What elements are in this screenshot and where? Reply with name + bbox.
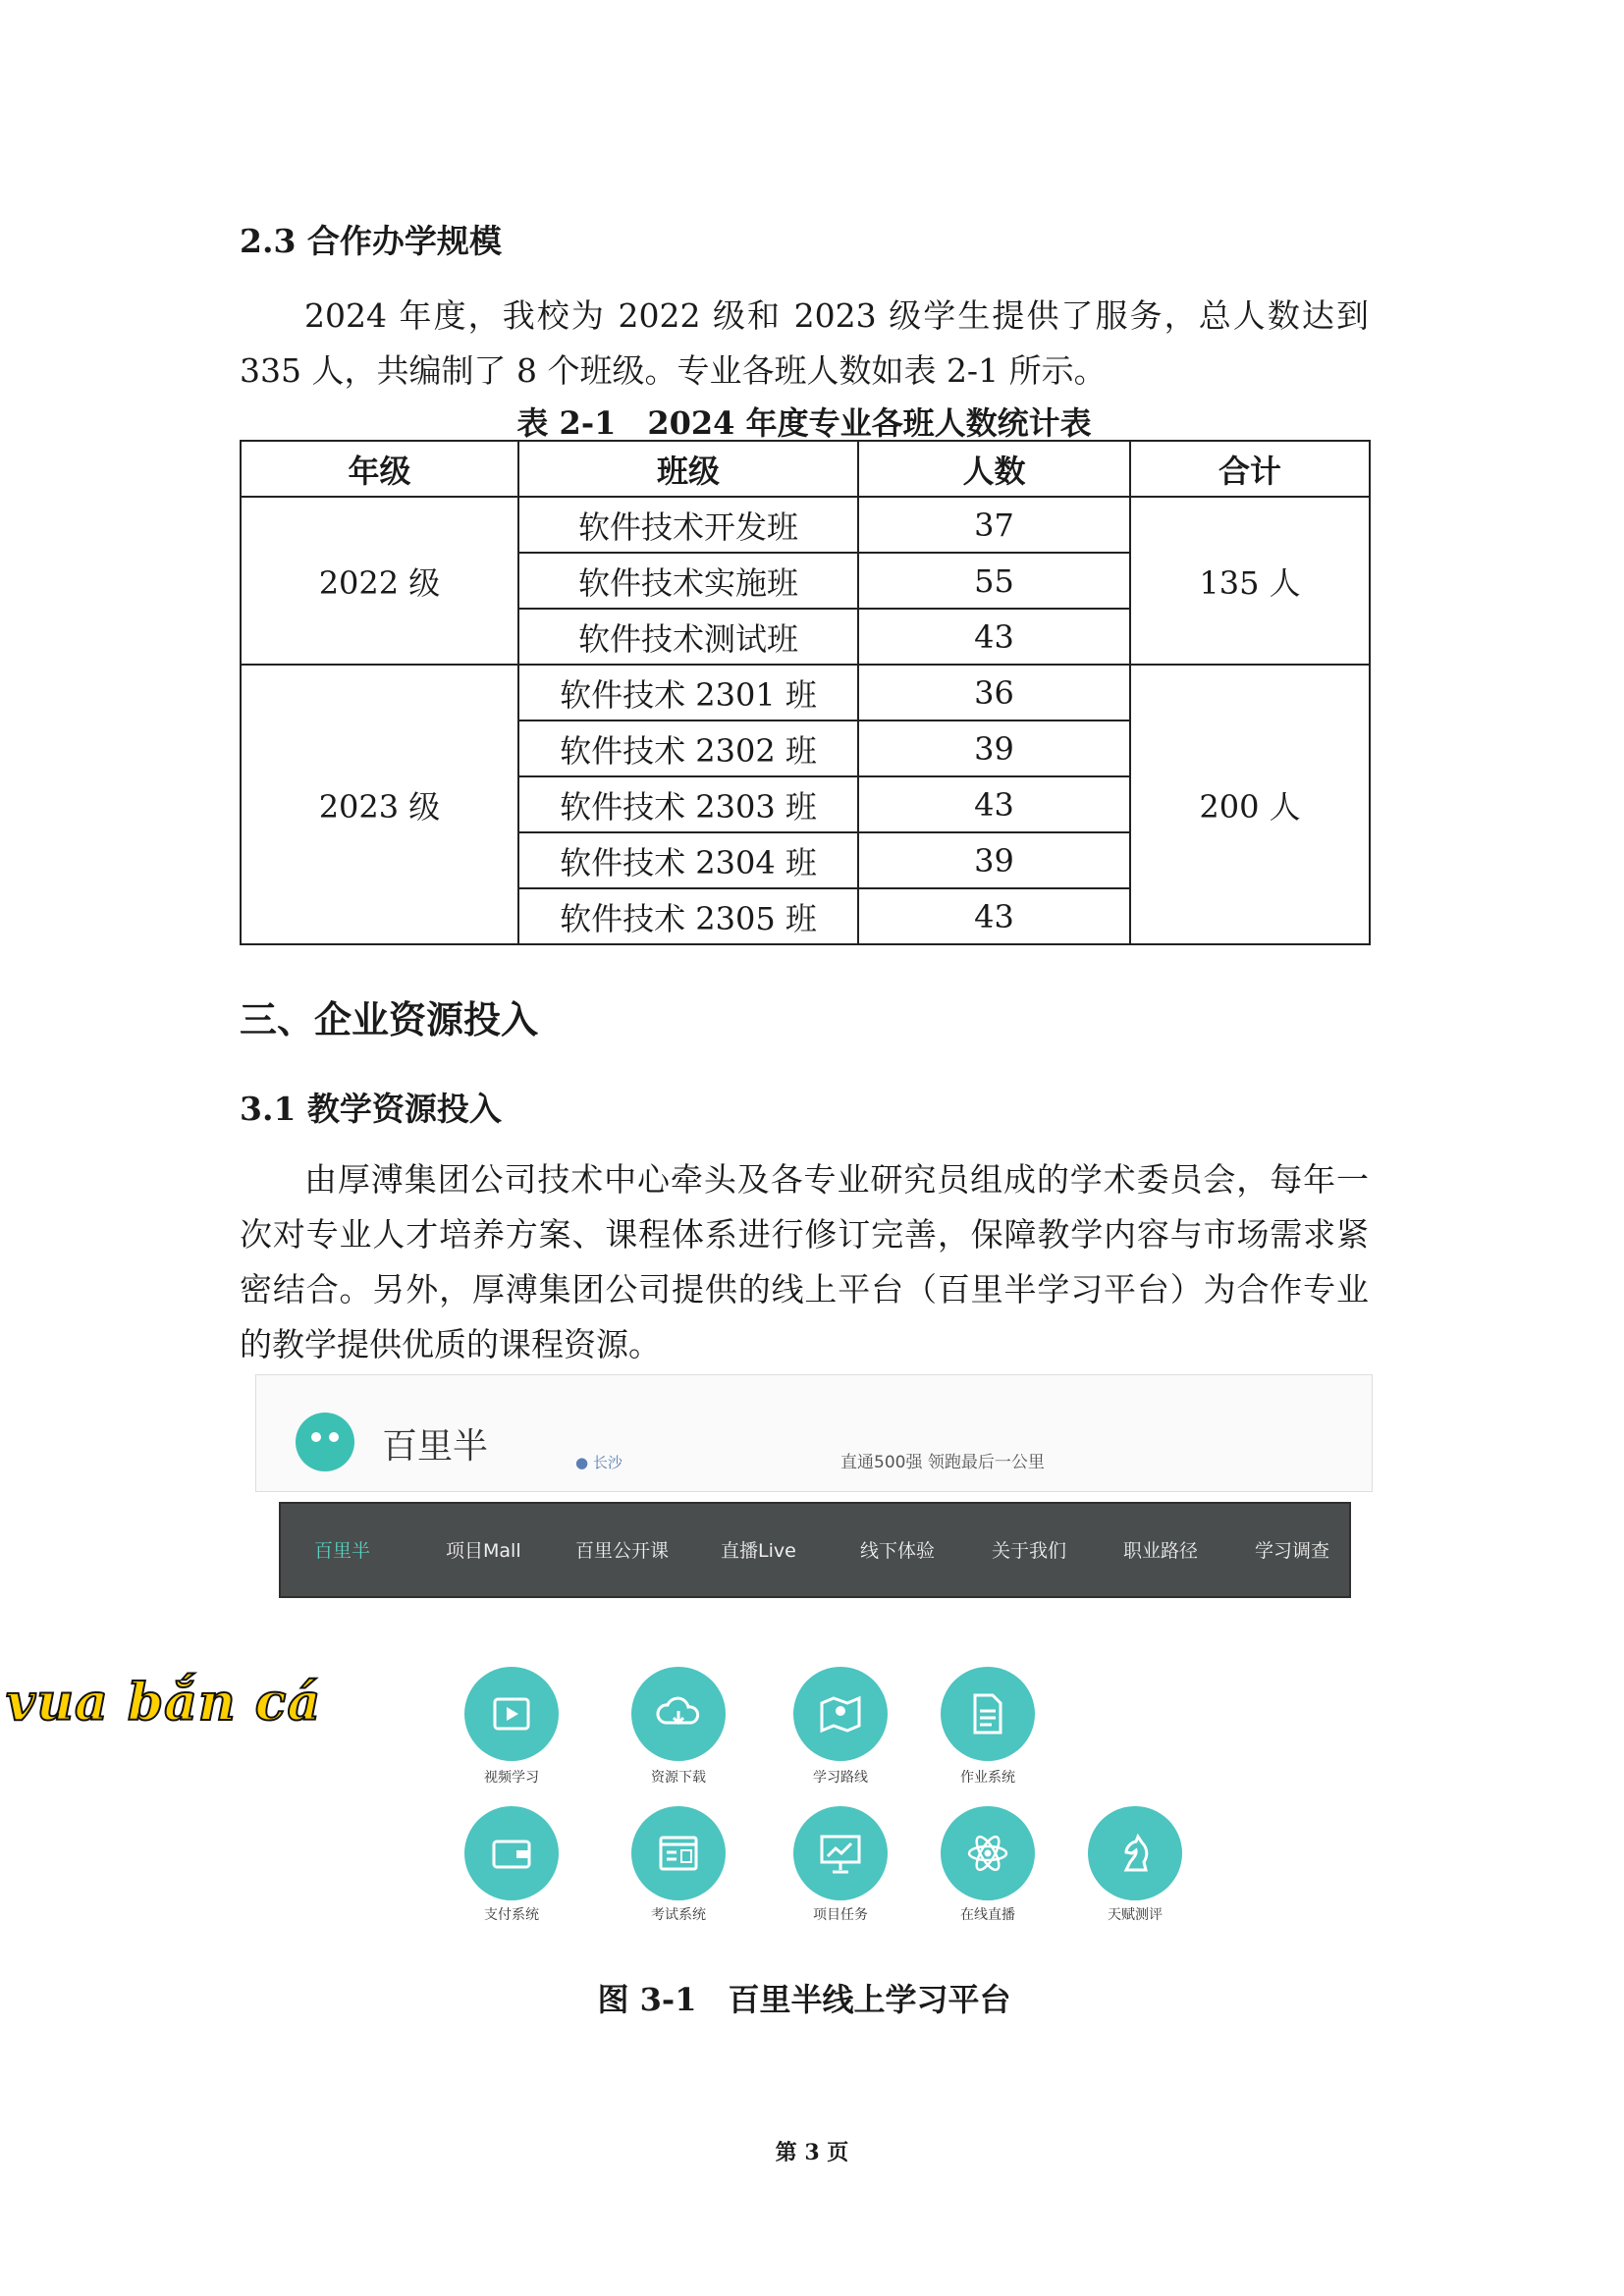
count-cell: 43 — [858, 609, 1130, 665]
platform-screenshot — [244, 1362, 1382, 1951]
platform-nav — [279, 1502, 1351, 1598]
count-cell: 39 — [858, 721, 1130, 776]
feature-label: 项目任务 — [813, 1907, 868, 1923]
header-total: 合计 — [1130, 441, 1370, 497]
chess-knight-icon[interactable] — [1088, 1806, 1182, 1900]
class-cell: 软件技术实施班 — [518, 553, 858, 609]
class-cell: 软件技术 2301 班 — [518, 665, 858, 721]
table-row — [241, 665, 1370, 721]
atom-icon[interactable] — [941, 1806, 1035, 1900]
section-heading-3: 三、企业资源投入 — [240, 997, 539, 1041]
location-label[interactable]: ● 长沙 — [575, 1454, 623, 1471]
figure-caption: 图 3-1 百里半线上学习平台 — [597, 1981, 1011, 2018]
table-header-row — [241, 441, 1370, 497]
page-number: 第 3 页 — [775, 2140, 849, 2165]
table-caption: 表 2-1 2024 年度专业各班人数统计表 — [516, 404, 1092, 442]
exam-icon[interactable] — [631, 1806, 726, 1900]
video-icon[interactable] — [464, 1667, 559, 1761]
count-cell: 55 — [858, 553, 1130, 609]
feature-label: 支付系统 — [484, 1907, 539, 1923]
header-grade: 年级 — [241, 441, 518, 497]
section-heading-2-3: 2.3 合作办学规模 — [240, 222, 502, 260]
nav-item-career[interactable]: 职业路径 — [1123, 1540, 1199, 1562]
nav-item-project-mall[interactable]: 项目Mall — [446, 1540, 521, 1562]
table-row — [241, 497, 1370, 553]
nav-item-survey[interactable]: 学习调查 — [1255, 1540, 1330, 1562]
feature-label: 资源下载 — [651, 1770, 706, 1786]
nav-item-open-course[interactable]: 百里公开课 — [575, 1540, 670, 1562]
feature-label: 考试系统 — [651, 1907, 706, 1923]
feature-label: 视频学习 — [484, 1770, 539, 1786]
total-cell: 200 人 — [1130, 665, 1370, 944]
count-cell: 43 — [858, 776, 1130, 832]
nav-item-about[interactable]: 关于我们 — [992, 1540, 1067, 1562]
section-2-3-paragraph: 2024 年度，我校为 2022 级和 2023 级学生提供了服务，总人数达到 335 人，共编制了 8 个班级。专业各班人数如表 2-1 所示。 — [240, 296, 1369, 390]
feature-label: 学习路线 — [813, 1770, 868, 1786]
class-cell: 软件技术开发班 — [518, 497, 858, 553]
grade-cell: 2022 级 — [241, 497, 518, 665]
header-count: 人数 — [858, 441, 1130, 497]
class-cell: 软件技术 2305 班 — [518, 888, 858, 944]
count-cell: 37 — [858, 497, 1130, 553]
nav-item-offline[interactable]: 线下体验 — [860, 1540, 936, 1562]
platform-slogan: 直通500强 领跑最后一公里 — [840, 1453, 1045, 1472]
nav-item-live[interactable]: 直播Live — [721, 1540, 796, 1562]
header-class: 班级 — [518, 441, 858, 497]
section-heading-3-1: 3.1 教学资源投入 — [240, 1090, 502, 1128]
total-cell: 135 人 — [1130, 497, 1370, 665]
platform-header — [255, 1374, 1373, 1492]
watermark-overlay: vua bắn cá — [6, 1673, 322, 1733]
cloud-download-icon[interactable] — [631, 1667, 726, 1761]
wallet-icon[interactable] — [464, 1806, 559, 1900]
nav-item-home[interactable]: 百里半 — [314, 1540, 371, 1562]
platform-brand: 百里半 — [382, 1426, 489, 1467]
map-route-icon[interactable] — [793, 1667, 888, 1761]
class-cell: 软件技术 2303 班 — [518, 776, 858, 832]
grade-cell: 2023 级 — [241, 665, 518, 944]
document-icon[interactable] — [941, 1667, 1035, 1761]
feature-label: 作业系统 — [960, 1770, 1015, 1786]
class-cell: 软件技术 2302 班 — [518, 721, 858, 776]
count-cell: 36 — [858, 665, 1130, 721]
feature-label: 在线直播 — [960, 1907, 1015, 1923]
chart-task-icon[interactable] — [793, 1806, 888, 1900]
location-pin-icon: ● — [575, 1454, 589, 1471]
count-cell: 39 — [858, 832, 1130, 888]
count-cell: 43 — [858, 888, 1130, 944]
monkey-logo-icon — [296, 1413, 354, 1471]
feature-label: 天赋测评 — [1108, 1907, 1163, 1923]
class-statistics-table — [240, 440, 1371, 945]
section-3-1-paragraph: 由厚溥集团公司技术中心牵头及各专业研究员组成的学术委员会，每年一次对专业人才培养方案、课程体系进行修订完善，保障教学内容与市场需求紧密结合。另外，厚溥集团公司提供的线上平台（百里半学习平台）为合作专业的教学提供优质的课程资源。 — [240, 1160, 1369, 1363]
class-cell: 软件技术 2304 班 — [518, 832, 858, 888]
class-cell: 软件技术测试班 — [518, 609, 858, 665]
